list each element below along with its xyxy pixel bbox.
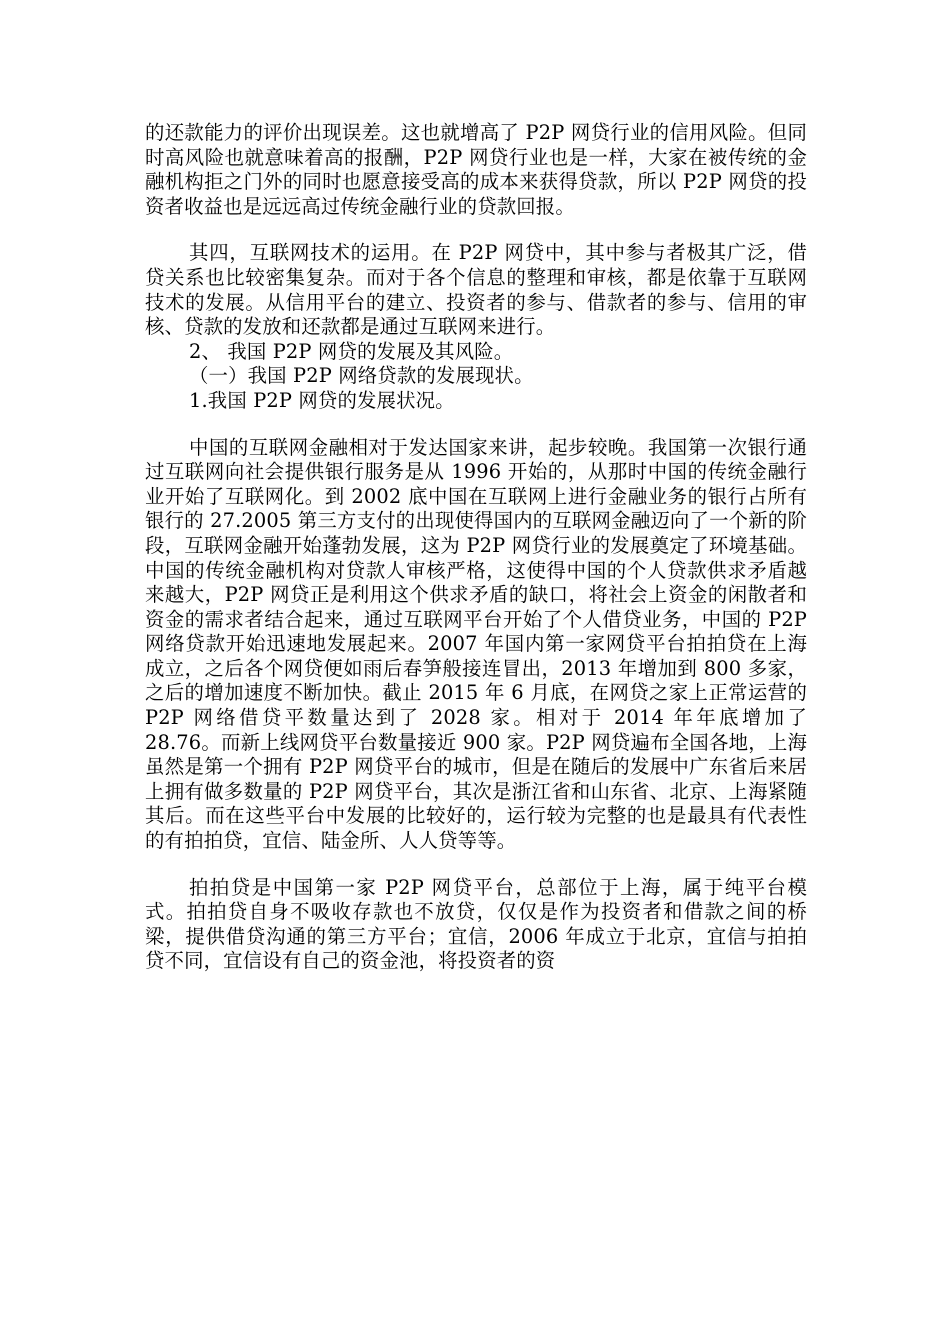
subsection-heading: （一）我国 P2P 网络贷款的发展现状。	[189, 364, 534, 388]
paragraph-ppdai-yixin: 拍拍贷是中国第一家 P2P 网贷平台，总部位于上海，属于纯平台模式。拍拍贷自身不吸收存款也不放贷，仅仅是作为投资者和借款之间的桥梁，提供借贷沟通的第三方平台；宜信，2006 年成立于北京，宜信与拍拍贷不同，宜信设有自己的资金池，将投资者的资	[145, 875, 807, 973]
paragraph-p2p-development: 中国的互联网金融相对于发达国家来讲，起步较晚。我国第一次银行通过互联网向社会提供银行服务是从 1996 开始的，从那时中国的传统金融行业开始了互联网化。到 2002 底中国在互联网上进行金融业务的银行占所有银行的 27.2005 第三方支付的出现使得国内的互联网金融迈向了一个新的阶段，互联网金融开始蓬勃发展，这为 P2P 网贷行业的发展奠定了环境基础。中国的传统金融机构对贷款人审核严格，这使得中国的个人贷款供求矛盾越来越大，P2P 网贷正是利用这个供求矛盾的缺口，将社会上资金的闲散者和资金的需求者结合起来，通过互联网平台开始了个人借贷业务，中国的 P2P 网络贷款开始迅速地发展起来。2007 年国内第一家网贷平台拍拍贷在上海成立，之后各个网贷便如雨后春笋般接连冒出，2013 年增加到 800 多家，之后的增加速度不断加快。截止 2015 年 6 月底，在网贷之家上正常运营的 P2P 网络借贷平数量达到了 2028 家。相对于 2014 年年底增加了 28.76。而新上线网贷平台数量接近 900 家。P2P 网贷遍布全国各地，上海虽然是第一个拥有 P2P 网贷平台的城市，但是在随后的发展中广东省后来居上拥有做多数量的 P2P 网贷平台，其次是浙江省和山东省、北京、上海紧随其后。而在这些平台中发展的比较好的，运行较为完整的也是最具有代表性的有拍拍贷，宜信、陆金所、人人贷等等。	[145, 435, 807, 853]
document-body	[145, 121, 807, 974]
paragraph-credit-risk: 的还款能力的评价出现误差。这也就增高了 P2P 网贷行业的信用风险。但同时高风险也就意味着高的报酬，P2P 网贷行业也是一样，大家在被传统的金融机构拒之门外的同时也愿意接受高的成本来获得贷款，所以 P2P 网贷的投资者收益也是远远高过传统金融行业的贷款回报。	[145, 121, 807, 218]
section-heading: 2、 我国 P2P 网贷的发展及其风险。	[189, 339, 514, 363]
item-heading: 1.我国 P2P 网贷的发展状况。	[189, 388, 455, 412]
paragraph-internet-technology: 其四，互联网技术的运用。在 P2P 网贷中，其中参与者极其广泛，借贷关系也比较密集复杂。而对于各个信息的整理和审核，都是依靠于互联网技术的发展。从信用平台的建立、投资者的参与、借款者的参与、信用的审核、贷款的发放和还款都是通过互联网来进行。	[145, 241, 807, 339]
